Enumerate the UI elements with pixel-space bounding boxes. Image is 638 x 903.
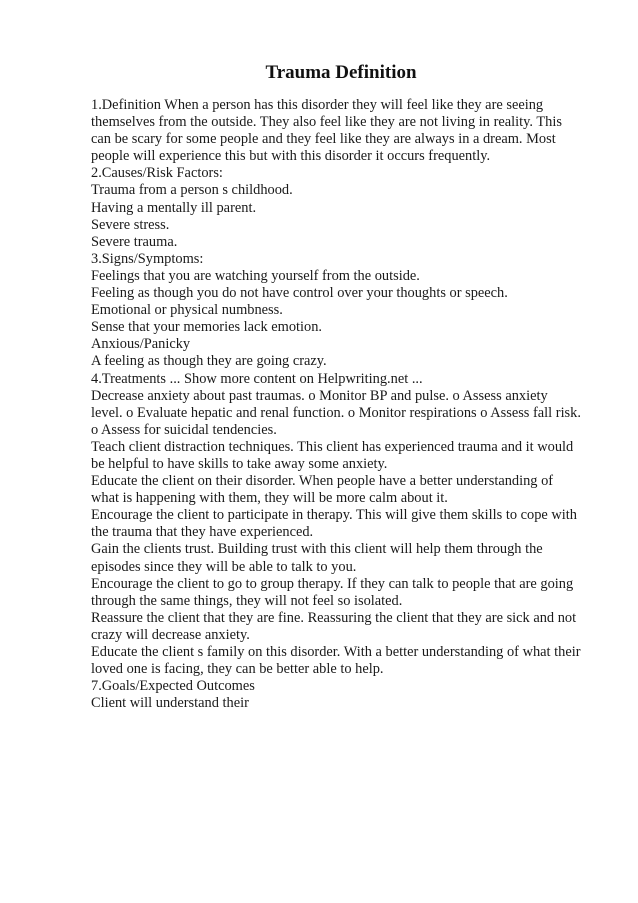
text-line: be helpful to have skills to take away some anxiety. <box>91 455 388 472</box>
text-line: what is happening with them, they will be more calm about it. <box>91 490 448 507</box>
text-line: loved one is facing, they can be better able to help. <box>91 661 384 678</box>
text-line: Encourage the client to participate in therapy. This will give them skills to cope with <box>91 507 577 524</box>
text-line: Client will understand their <box>91 695 249 712</box>
text-line: people will experience this but with this disorder it occurs frequently. <box>91 148 491 165</box>
text-line: 4.Treatments ... Show more content on Helpwriting.net ... <box>91 370 423 387</box>
text-line: Reassure the client that they are fine. Reassuring the client that they are sick and not <box>91 609 577 626</box>
text-line: 3.Signs/Symptoms: <box>91 250 204 267</box>
text-line: Feeling as though you do not have control over your thoughts or speech. <box>91 285 508 302</box>
text-line: 7.Goals/Expected Outcomes <box>91 678 255 695</box>
text-line: level. o Evaluate hepatic and renal function. o Monitor respirations o Assess fall risk. <box>91 404 581 421</box>
text-line: Educate the client s family on this disorder. With a better understanding of what their <box>91 644 581 660</box>
text-line: Anxious/Panicky <box>91 336 191 353</box>
text-line: episodes since they will be able to talk to you. <box>91 558 357 575</box>
text-line: Severe stress. <box>91 216 170 233</box>
text-line: Emotional or physical numbness. <box>91 302 283 319</box>
text-line: themselves from the outside. They also feel like they are not living in reality. This <box>91 114 562 131</box>
text-line: Encourage the client to go to group therapy. If they can talk to people that are going <box>91 575 574 592</box>
text-line: through the same things, they will not feel so isolated. <box>91 592 403 609</box>
text-line: Teach client distraction techniques. This client has experienced trauma and it would <box>91 438 574 455</box>
text-line: Severe trauma. <box>91 233 178 250</box>
text-line: 1.Definition When a person has this disorder they will feel like they are seeing <box>91 97 544 113</box>
text-line: the trauma that they have experienced. <box>91 524 314 541</box>
text-line: A feeling as though they are going crazy. <box>91 353 327 370</box>
text-line: Having a mentally ill parent. <box>91 199 257 216</box>
text-line: crazy will decrease anxiety. <box>91 626 250 643</box>
text-line: Sense that your memories lack emotion. <box>91 319 322 336</box>
text-line: 2.Causes/Risk Factors: <box>91 165 223 182</box>
text-line: Educate the client on their disorder. When people have a better understanding of <box>91 473 554 490</box>
text-line: Gain the clients trust. Building trust with this client will help them through the <box>91 541 543 558</box>
document-title: Trauma Definition <box>265 62 417 83</box>
text-line: Feelings that you are watching yourself from the outside. <box>91 267 420 284</box>
text-line: can be scary for some people and they feel like they are always in a dream. Most <box>91 131 556 148</box>
text-line: Trauma from a person s childhood. <box>91 182 293 199</box>
text-line: Decrease anxiety about past traumas. o Monitor BP and pulse. o Assess anxiety <box>91 387 548 404</box>
text-line: o Assess for suicidal tendencies. <box>91 421 277 438</box>
document-body <box>91 97 591 712</box>
